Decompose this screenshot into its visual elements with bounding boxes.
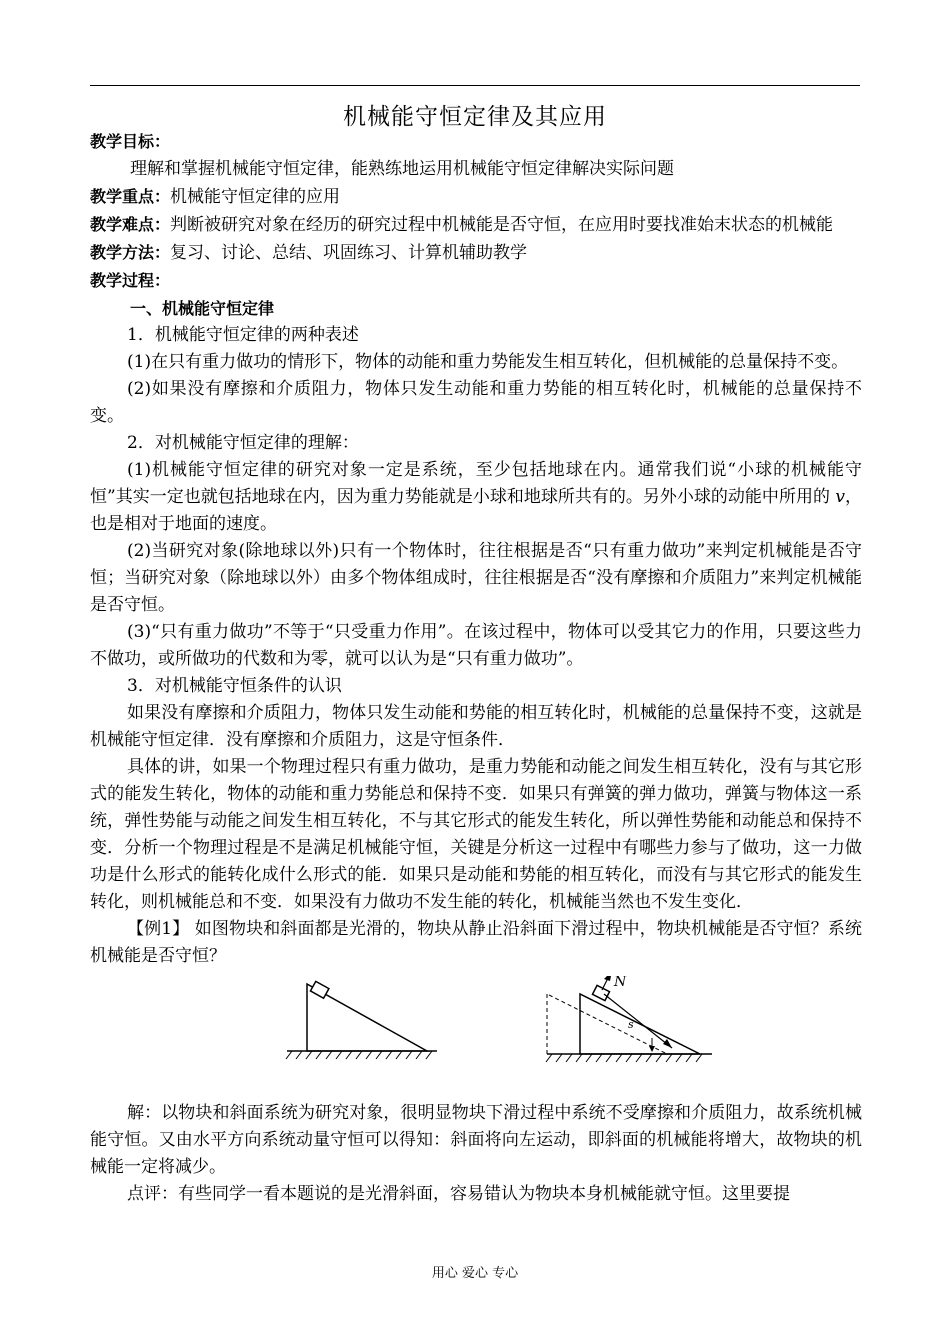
example-1-solution: 解：以物块和斜面系统为研究对象，很明显物块下滑过程中系统不受摩擦和介质阻力，故系统机械能守恒。又由水平方向系统动量守恒可以得知：斜面将向左运动，即斜面的机械能将增大，故物块的机械能一定将减少。 — [90, 1103, 862, 1177]
incline-figure-right — [542, 976, 732, 1076]
example-1-question: 【例1】 如图物块和斜面都是光滑的，物块从静止沿斜面下滑过程中，物块机械能是否守恒？系统机械能是否守恒？ — [90, 919, 862, 966]
understanding-1-text-a: (1)机械能守恒定律的研究对象一定是系统，至少包括地球在内。通常我们说“小球的机械能守恒”其实一定也就包括地球在内，因为重力势能就是小球和地球所共有的。另外小球的动能中所用的 — [90, 460, 862, 507]
understanding-3: (3)“只有重力做功”不等于“只受重力作用”。在该过程中，物体可以受其它力的作用，只要这些力不做功，或所做功的代数和为零，就可以认为是“只有重力做功”。 — [90, 622, 862, 669]
subsection-1-heading: 1．机械能守恒定律的两种表述 — [127, 325, 359, 345]
header-rule — [90, 85, 860, 86]
section-heading: 一、机械能守恒定律 — [130, 299, 275, 318]
understanding-2: (2)当研究对象(除地球以外)只有一个物体时，往往根据是否“只有重力做功”来判定机械能是否守恒；当研究对象（除地球以外）由多个物体组成时，往往根据是否“没有摩擦和介质阻力”来判定机械能是否守恒。 — [90, 541, 862, 615]
page-title: 机械能守恒定律及其应用 — [343, 104, 607, 130]
teaching-goal-label-row — [90, 128, 862, 156]
detailed-explanation: 具体的讲，如果一个物理过程只有重力做功，是重力势能和动能之间发生相互转化，没有与其它形式的能发生转化，物体的动能和重力势能总和保持不变．如果只有弹簧的弹力做功，弹簧与物体这一系统，弹性势能与动能之间发生相互转化，不与其它形式的能发生转化，所以弹性势能和动能总和保持不变．分析一个物理过程是不是满足机械能守恒，关键是分析这一过程中有哪些力参与了做功，这一力做功是什么形式的能转化成什么形式的能．如果只是动能和势能的相互转化，而没有与其它形式的能发生转化，则机械能总和不变．如果没有力做功不发生能的转化，机械能当然也不发生变化． — [90, 757, 862, 912]
velocity-symbol: v — [835, 487, 845, 507]
teaching-process — [90, 267, 862, 295]
example-figures — [90, 976, 862, 1086]
incline-figure-left — [282, 976, 452, 1071]
teaching-goal-label: 教学目标： — [90, 132, 171, 151]
statement-2: (2)如果没有摩擦和介质阻力，物体只发生动能和重力势能的相互转化时，机械能的总量保持不变。 — [90, 379, 862, 426]
teaching-process-label: 教学过程： — [90, 271, 171, 290]
teaching-difficulty-label: 教学难点： — [90, 215, 171, 234]
conservation-condition: 如果没有摩擦和介质阻力，物体只发生动能和势能的相互转化时，机械能的总量保持不变，这就是机械能守恒定律．没有摩擦和介质阻力，这是守恒条件． — [90, 703, 862, 750]
normal-force-label: N — [614, 976, 627, 990]
teaching-difficulty — [90, 211, 862, 239]
teaching-focus — [90, 183, 862, 211]
teaching-focus-label: 教学重点： — [90, 187, 171, 206]
example-1-comment: 点评：有些同学一看本题说的是光滑斜面，容易错认为物块本身机械能就守恒。这里要提 — [127, 1184, 790, 1204]
understanding-1-text-b: ，也是相对于地面的速度。 — [90, 487, 863, 534]
page-footer: 用心 爱心 专心 — [431, 1266, 519, 1281]
teaching-method — [90, 239, 862, 267]
document-body — [90, 128, 862, 1208]
teaching-method-label: 教学方法： — [90, 243, 171, 262]
subsection-2-heading: 2．对机械能守恒定律的理解： — [127, 433, 359, 453]
understanding-1 — [90, 457, 862, 538]
displacement-label: s — [628, 1018, 634, 1031]
teaching-method-text: 复习、讨论、总结、巩固练习、计算机辅助教学 — [170, 243, 528, 263]
statement-1: (1)在只有重力做功的情形下，物体的动能和重力势能发生相互转化，但机械能的总量保持不变。 — [127, 352, 849, 372]
subsection-3-heading: 3．对机械能守恒条件的认识 — [127, 676, 342, 696]
teaching-goal-text: 理解和掌握机械能守恒定律，能熟练地运用机械能守恒定律解决实际问题 — [130, 159, 674, 179]
teaching-focus-text: 机械能守恒定律的应用 — [170, 187, 341, 207]
teaching-difficulty-text: 判断被研究对象在经历的研究过程中机械能是否守恒，在应用时要找准始末状态的机械能 — [170, 215, 834, 235]
